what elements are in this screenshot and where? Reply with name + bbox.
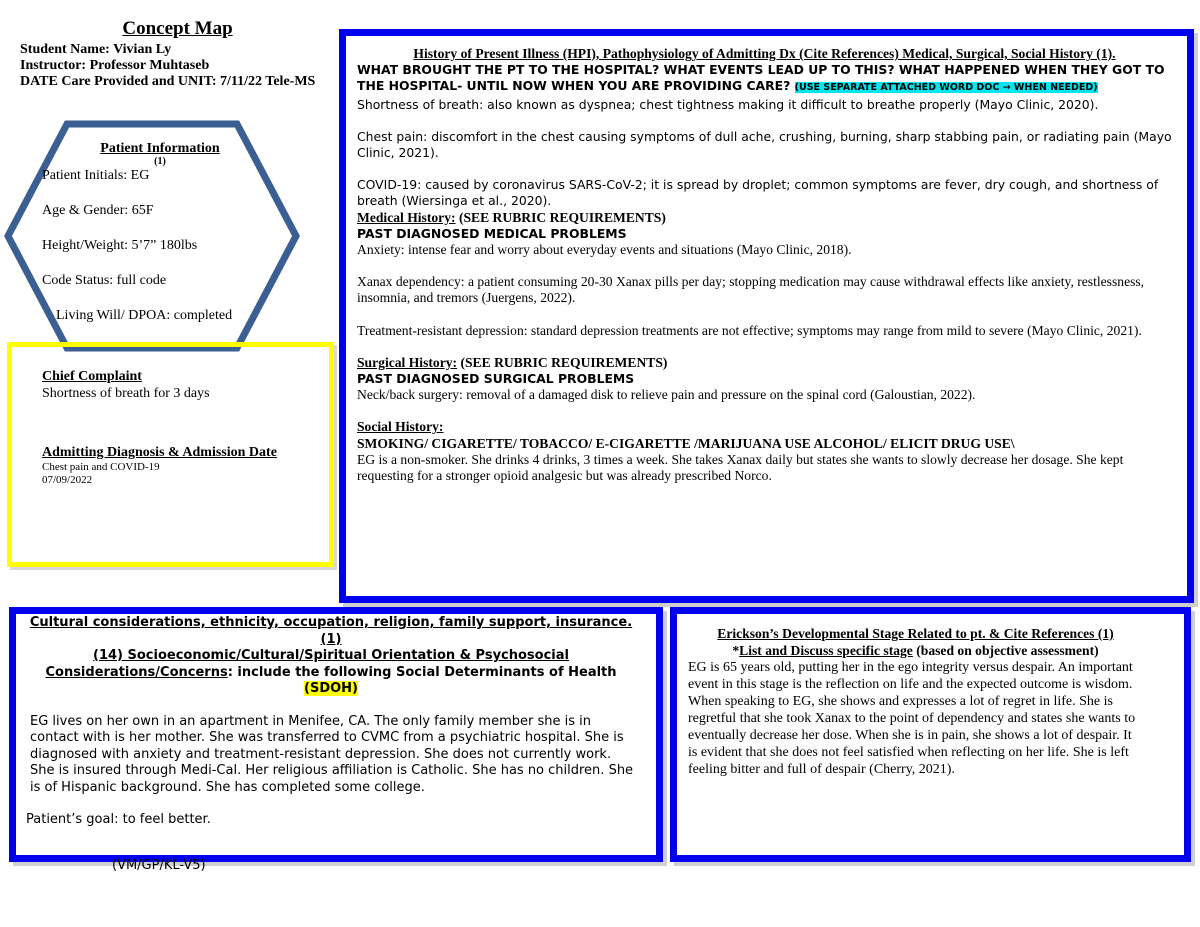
document-header [20, 18, 335, 90]
hpi-sob: Shortness of breath: also known as dyspnea; chest tightness making it difficult to breathe properly (Mayo Clinic, 2020). [357, 96, 1099, 112]
cultural-title-sdoh-text: : include the following Social Determinants of Health [227, 664, 617, 680]
surgical-history-sub: PAST DIAGNOSED SURGICAL PROBLEMS [357, 371, 635, 387]
medical-history-req: (SEE RUBRIC REQUIREMENTS) [458, 209, 666, 225]
student-name: Student Name: Vivian Ly [20, 42, 172, 57]
admitting-dx: Chest pain and COVID-19 [42, 461, 160, 473]
admitting-dx-title: Admitting Diagnosis & Admission Date [42, 445, 277, 460]
hpi-section [357, 46, 1172, 484]
chief-complaint [42, 368, 322, 487]
cultural-section [26, 615, 636, 829]
admission-date: 07/09/2022 [42, 474, 93, 486]
erickson-subtitle-underlined: List and Discuss specific stage [739, 643, 913, 658]
cultural-title [26, 615, 636, 698]
surgical-history-req: (SEE RUBRIC REQUIREMENTS) [460, 354, 668, 370]
footer-code: (VM/GP/KL-V5) [112, 858, 206, 873]
chief-complaint-title: Chief Complaint [42, 369, 142, 384]
instructor: Instructor: Professor Muhtaseb [20, 58, 210, 73]
chief-complaint-text: Shortness of breath for 3 days [42, 386, 210, 401]
living-will: Living Will/ DPOA: completed [56, 308, 233, 323]
hpi-surgery: Neck/back surgery: removal of a damaged disk to relieve pain and pressure on the spinal cord (Galoustian, 2022). [357, 387, 976, 403]
hpi-title: History of Present Illness (HPI), Pathophysiology of Admitting Dx (Cite References) Medical, Surgical, Social History (1). [413, 46, 1116, 61]
patient-info-title: Patient Information [100, 141, 220, 156]
erickson-star: * [732, 643, 740, 658]
patient-goal: Patient’s goal: to feel better. [26, 812, 211, 827]
patient-initials: Patient Initials: EG [42, 168, 150, 183]
hpi-question [357, 62, 1172, 96]
hpi-question-text: WHAT BROUGHT THE PT TO THE HOSPITAL? WHAT EVENTS LEAD UP TO THIS? WHAT HAPPENED WHEN THEY GOT TO THE HOSPITAL- UNTIL NOW WHEN YOU ARE PROVIDING CARE? [357, 62, 1165, 94]
hpi-question-note: (USE SEPARATE ATTACHED WORD DOC → WHEN NEEDED) [794, 82, 1098, 94]
height-weight: Height/Weight: 5’7” 180lbs [42, 238, 198, 253]
erickson-title-line: Erickson’s Developmental Stage Related to pt. & Cite References (1) [717, 626, 1114, 641]
age-gender: Age & Gender: 65F [42, 203, 154, 218]
hpi-depression: Treatment-resistant depression: standard depression treatments are not effective; symptoms may range from mild to severe (Mayo Clinic, 2021). [357, 322, 1142, 338]
cultural-title-concerns: Considerations/Concerns [45, 664, 228, 680]
social-history-sub: SMOKING/ CIGARETTE/ TOBACCO/ E-CIGARETTE /MARIJUANA USE ALCOHOL/ ELICIT DRUG USE\ [357, 435, 1015, 451]
date-unit: DATE Care Provided and UNIT: 7/11/22 Tele-MS [20, 74, 316, 89]
surgical-history-heading [357, 355, 1172, 371]
erickson-subtitle-rest: (based on objective assessment) [912, 643, 1099, 658]
cultural-title-line-1: Cultural considerations, ethnicity, occupation, religion, family support, insurance. (1) [29, 615, 633, 647]
hpi-anxiety: Anxiety: intense fear and worry about everyday events and situations (Mayo Clinic, 2018). [357, 242, 852, 258]
cultural-title-line-3 [26, 665, 636, 698]
surgical-history-label: Surgical History: [357, 354, 458, 370]
cultural-title-line-2: (14) Socioeconomic/Cultural/Spiritual Orientation & Psychosocial [93, 648, 569, 663]
medical-history-sub: PAST DIAGNOSED MEDICAL PROBLEMS [357, 225, 627, 241]
patient-info [42, 140, 282, 342]
erickson-title [688, 625, 1143, 659]
medical-history-heading [357, 210, 1172, 226]
medical-history-label: Medical History: [357, 209, 456, 225]
hpi-xanax: Xanax dependency: a patient consuming 20-30 Xanax pills per day; stopping medication may cause withdrawal effects like anxiety, restlessness, insomnia, and tremors (Juergens, 2022). [357, 274, 1145, 306]
cultural-text: EG lives on her own in an apartment in Menifee, CA. The only family member she is in contact with is her mother. She was transferred to CVMC from a psychiatric hospital. She is diagnosed with anxiety and treatment-resistant depression. She does not currently work. She is insured through Medi-Cal. Her religious affiliation is Catholic. She has no children. She is of Hispanic background. She has completed some college. [30, 713, 634, 795]
code-status: Code Status: full code [42, 273, 167, 288]
social-history-label: Social History: [357, 419, 444, 435]
erickson-text: EG is 65 years old, putting her in the ego integrity versus despair. An important event in this stage is the reflection on life and the expected outcome is wisdom. When speaking to EG, she shows and expresses a lot of regret in life. She is regretful that she took Xanax to the point of dependency and states she wants to eventually decrease her dose. When she is in pain, she shows a lot of despair. It is evident that she does not feel satisfied when reflecting on her life. She is left feeling bitter and full of despair (Cherry, 2021). [688, 660, 1136, 777]
hpi-covid: COVID-19: caused by coronavirus SARS-CoV-2; it is spread by droplet; common symptoms are fever, dry cough, and shortness of breath (Wiersinga et al., 2020). [357, 177, 1159, 209]
patient-info-number: (1) [154, 156, 166, 167]
hpi-social: EG is a non-smoker. She drinks 4 drinks, 3 times a week. She takes Xanax daily but states she wants to slowly decrease her dosage. She kept requesting for a stronger opioid analgesic but was already prescribed Norco. [357, 451, 1124, 484]
hpi-chest-pain: Chest pain: discomfort in the chest causing symptoms of dull ache, crushing, burning, sharp stabbing pain, or radiating pain (Mayo Clinic, 2021). [357, 128, 1172, 161]
sdoh-highlight: (SDOH) [304, 681, 358, 696]
page-title: Concept Map [122, 18, 233, 39]
erickson-section [688, 625, 1143, 778]
